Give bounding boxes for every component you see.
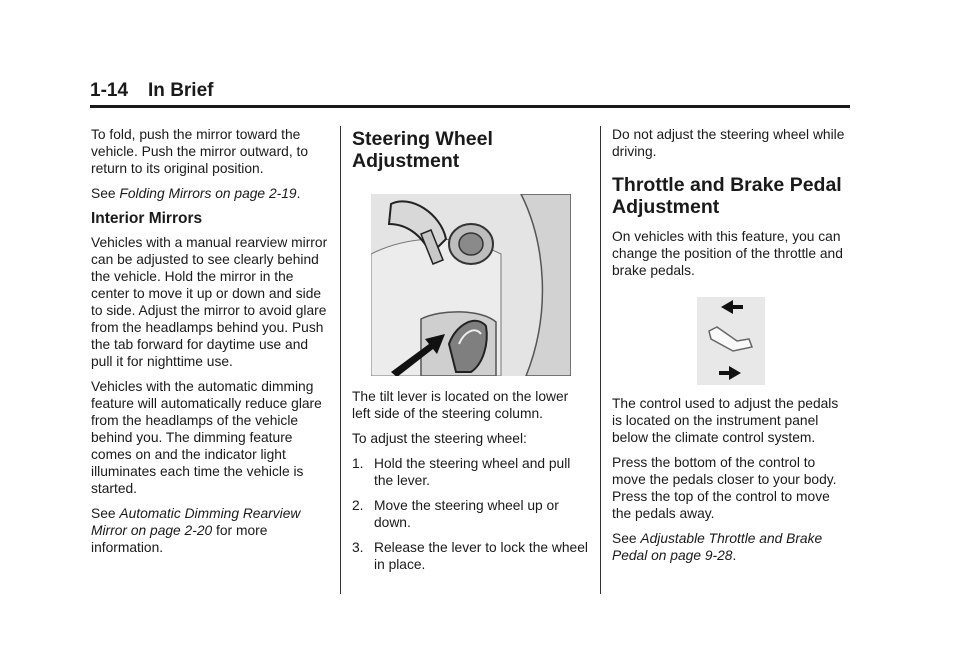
interior-mirrors-text: Vehicles with a manual rearview mirror can be adjusted to see clearly behind the vehicle. Hold the mirror in the center to move it up or down and side to side. Adjust the mirror to avoid glare from the headlamps behind you. Push the tab forward for daytime use and pull it for nighttime use. bbox=[91, 235, 328, 369]
column-divider bbox=[600, 126, 601, 594]
auto-dimming-text: Vehicles with the automatic dimming feature will automatically reduce glare from the headlamps of the vehicle behind you. The dimming feature comes on and the indicator light illuminates each time the vehicle is started. bbox=[91, 379, 322, 496]
interior-mirrors-heading: Interior Mirrors bbox=[91, 210, 203, 227]
pedal-intro-text: On vehicles with this feature, you can change the position of the throttle and brake pedals. bbox=[612, 229, 843, 278]
pedal-adjust-control-icon bbox=[697, 297, 765, 385]
page-number: 1-14 bbox=[90, 80, 129, 101]
steering-column-illustration bbox=[371, 194, 571, 376]
page-header bbox=[90, 80, 850, 108]
cross-reference-link[interactable]: Automatic Dimming Rearview Mirror on page 2-20 bbox=[91, 506, 301, 538]
section-title: In Brief bbox=[148, 80, 214, 101]
column-2 bbox=[352, 126, 588, 581]
column-1 bbox=[91, 126, 331, 564]
adjust-intro: To adjust the steering wheel: bbox=[352, 431, 527, 446]
driving-warning-text: Do not adjust the steering wheel while driving. bbox=[612, 127, 845, 159]
list-item: 3. Release the lever to lock the wheel in place. bbox=[352, 540, 588, 572]
see-reference: See Folding Mirrors on page 2-19. bbox=[91, 186, 301, 201]
list-item: 2. Move the steering wheel up or down. bbox=[352, 498, 559, 530]
tilt-lever-text: The tilt lever is located on the lower left side of the steering column. bbox=[352, 389, 569, 421]
column-3 bbox=[612, 126, 848, 572]
see-reference: See Automatic Dimming Rearview Mirror on page 2-20 for more information. bbox=[91, 506, 301, 555]
see-reference: See Adjustable Throttle and Brake Pedal on page 9-28. bbox=[612, 531, 823, 563]
control-location-text: The control used to adjust the pedals is located on the instrument panel below the climate control system. bbox=[612, 396, 839, 445]
pedal-adjustment-heading: Throttle and Brake Pedal Adjustment bbox=[612, 174, 842, 218]
cross-reference-link[interactable]: Folding Mirrors on page 2-19 bbox=[119, 186, 297, 201]
adjust-steps-list bbox=[352, 455, 588, 573]
fold-mirror-text: To fold, push the mirror toward the vehicle. Push the mirror outward, to return to its original position. bbox=[91, 127, 309, 176]
column-divider bbox=[340, 126, 341, 594]
steering-wheel-heading: Steering Wheel Adjustment bbox=[352, 128, 493, 172]
press-control-text: Press the bottom of the control to move the pedals closer to your body. Press the top of the control to move the pedals away. bbox=[612, 455, 837, 521]
list-item: 1. Hold the steering wheel and pull the lever. bbox=[352, 456, 571, 488]
cross-reference-link[interactable]: Adjustable Throttle and Brake Pedal on page 9-28 bbox=[612, 531, 823, 563]
